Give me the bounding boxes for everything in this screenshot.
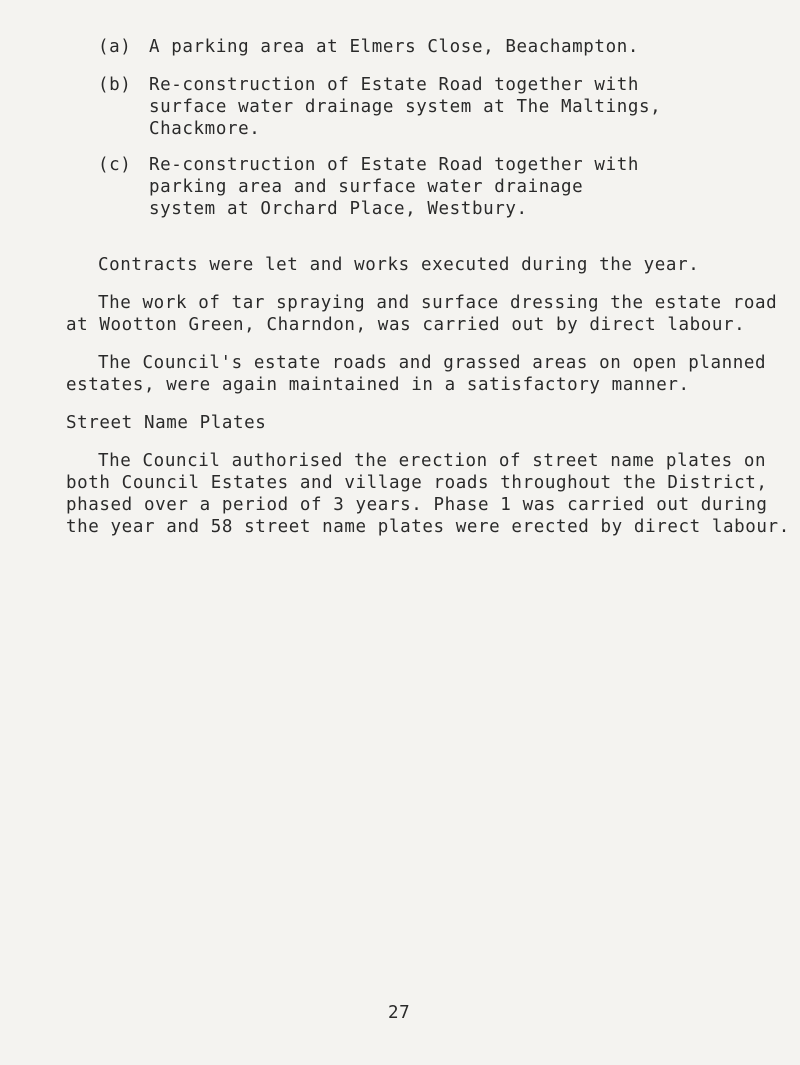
item-c-line-2: parking area and surface water drainage	[149, 177, 584, 197]
section-body-line-3: phased over a period of 3 years. Phase 1 was carried out during	[66, 495, 768, 515]
item-c-line-3: system at Orchard Place, Westbury.	[149, 199, 528, 219]
item-a-line-1: A parking area at Elmers Close, Beachampton.	[149, 37, 639, 57]
item-c-line-1: Re-construction of Estate Road together with	[149, 155, 639, 175]
paragraph-contracts: Contracts were let and works executed during the year.	[98, 255, 700, 275]
item-c-label: (c)	[98, 155, 132, 175]
paragraph-tar-spraying-line-1: The work of tar spraying and surface dressing the estate road	[98, 293, 778, 313]
item-b-label: (b)	[98, 75, 132, 95]
item-b-line-1: Re-construction of Estate Road together with	[149, 75, 639, 95]
page-number: 27	[388, 1003, 411, 1023]
section-body-line-2: both Council Estates and village roads throughout the District,	[66, 473, 768, 493]
section-body-line-1: The Council authorised the erection of street name plates on	[98, 451, 767, 471]
paragraph-tar-spraying-line-2: at Wootton Green, Charndon, was carried out by direct labour.	[66, 315, 746, 335]
section-heading: Street Name Plates	[66, 413, 267, 433]
paragraph-estate-roads-line-1: The Council's estate roads and grassed areas on open planned	[98, 353, 767, 373]
paragraph-estate-roads-line-2: estates, were again maintained in a satisfactory manner.	[66, 375, 690, 395]
item-a-label: (a)	[98, 37, 132, 57]
section-body-line-4: the year and 58 street name plates were erected by direct labour.	[66, 517, 790, 537]
item-b-line-2: surface water drainage system at The Maltings,	[149, 97, 662, 117]
item-b-line-3: Chackmore.	[149, 119, 261, 139]
